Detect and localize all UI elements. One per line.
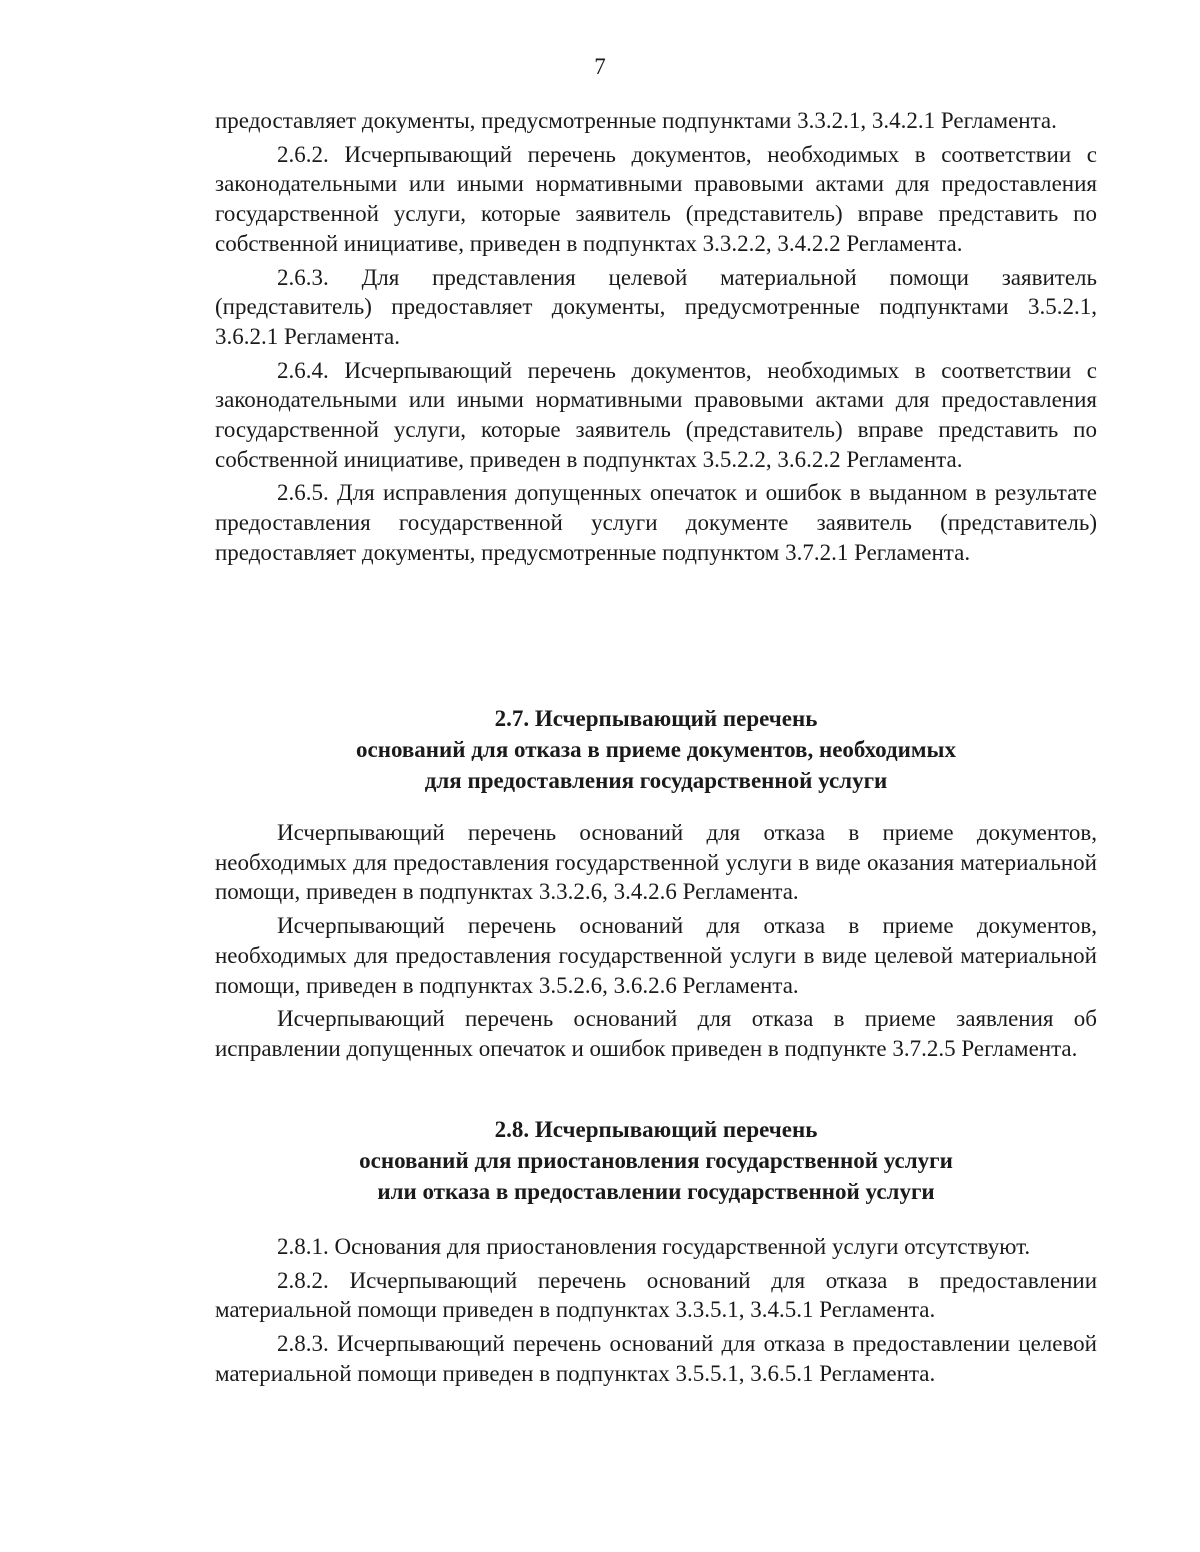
paragraph-2-8-3: 2.8.3. Исчерпывающий перечень оснований для отказа в предоставлении целевой материальной помощи приведен в подпунктах 3.5.5.1, 3.6.5.1 Регламента. [215, 1331, 1097, 1386]
section-2-6-body [215, 106, 1097, 568]
section-2-7-heading [215, 703, 1097, 796]
page-number: 7 [594, 54, 606, 79]
paragraph-2-8-2: 2.8.2. Исчерпывающий перечень оснований для отказа в предоставлении материальной помощи приведен в подпунктах 3.3.5.1, 3.4.5.1 Регламента. [215, 1267, 1097, 1323]
section-2-8-body [215, 1232, 1097, 1389]
paragraph-2-6-1-continuation: предоставляет документы, предусмотренные подпунктами 3.3.2.1, 3.4.2.1 Регламента. [215, 108, 1057, 133]
paragraph-2-8-1: 2.8.1. Основания для приостановления государственной услуги отсутствуют. [277, 1234, 1031, 1259]
paragraph-2-6-2: 2.6.2. Исчерпывающий перечень документов, необходимых в соответствии с законодательными или иными нормативными правовыми актами для предоставления государственной услуги, которые заявитель (представитель) вправе представить по собственной инициативе, приведен в подпунктах 3.3.2.2, 3.4.2.2 Регламента. [215, 141, 1097, 256]
heading-line: оснований для приостановления государственной услуги [359, 1148, 953, 1173]
paragraph-2-6-3: 2.6.3. Для представления целевой материальной помощи заявитель (представитель) предоставляет документы, предусмотренные подпунктами 3.5.2.1, 3.6.2.1 Регламента. [215, 264, 1097, 349]
paragraph-2-7-3: Исчерпывающий перечень оснований для отказа в приеме заявления об исправлении допущенных опечаток и ошибок приведен в подпункте 3.7.2.5 Регламента. [215, 1006, 1097, 1061]
paragraph-2-7-1: Исчерпывающий перечень оснований для отказа в приеме документов, необходимых для предоставления государственной услуги в виде оказания материальной помощи, приведен в подпунктах 3.3.2.6, 3.4.2.6 Регламента. [215, 820, 1097, 905]
paragraph-2-6-4: 2.6.4. Исчерпывающий перечень документов, необходимых в соответствии с законодательными или иными нормативными правовыми актами для предоставления государственной услуги, которые заявитель (представитель) вправе представить по собственной инициативе, приведен в подпунктах 3.5.2.2, 3.6.2.2 Регламента. [215, 357, 1097, 472]
paragraph-2-7-2: Исчерпывающий перечень оснований для отказа в приеме документов, необходимых для предоставления государственной услуги в виде целевой материальной помощи, приведен в подпунктах 3.5.2.6, 3.6.2.6 Регламента. [215, 913, 1097, 998]
paragraph-2-6-5: 2.6.5. Для исправления допущенных опечаток и ошибок в выданном в результате предоставления государственной услуги документе заявитель (представитель) предоставляет документы, предусмотренные подпунктом 3.7.2.1 Регламента. [215, 480, 1097, 565]
heading-line: для предоставления государственной услуги [424, 768, 888, 793]
heading-line: 2.7. Исчерпывающий перечень [494, 706, 818, 731]
heading-line: или отказа в предоставлении государственной услуги [377, 1179, 935, 1204]
heading-line: оснований для отказа в приеме документов, необходимых [355, 737, 957, 762]
section-2-8-heading [215, 1114, 1097, 1207]
section-2-7-body [215, 818, 1097, 1064]
heading-line: 2.8. Исчерпывающий перечень [494, 1117, 818, 1142]
